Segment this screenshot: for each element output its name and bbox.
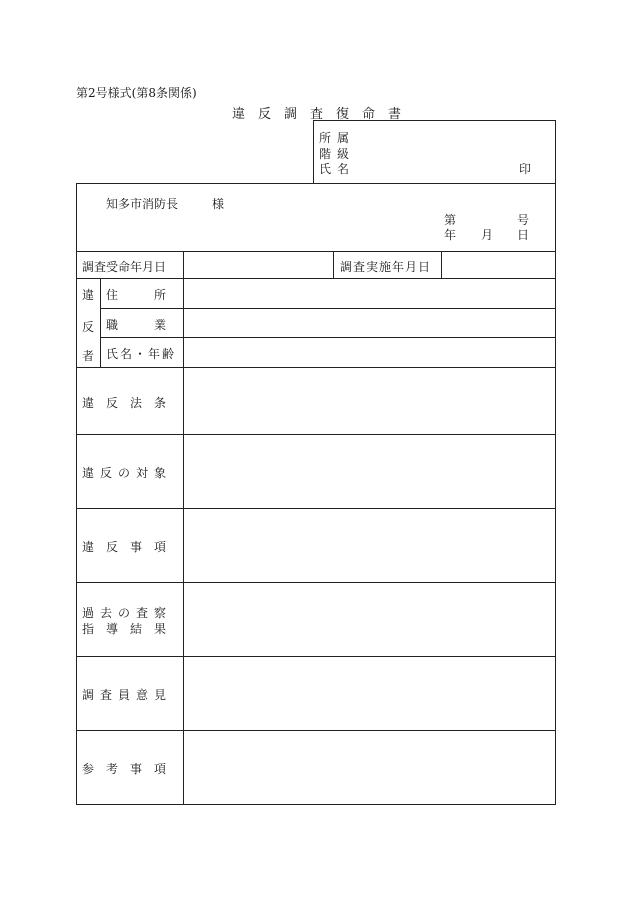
divider (100, 278, 101, 367)
divider (76, 730, 556, 731)
violated-law-label: 違 反 法 条 (82, 396, 167, 410)
date-month: 月 (481, 228, 494, 242)
divider (76, 656, 556, 657)
document-title: 違反調査復命書 (232, 107, 415, 122)
affiliation-label: 所属 (319, 131, 356, 145)
violator-char-2: 反 (82, 320, 95, 334)
name-age-label: 氏名・年齢 (106, 347, 177, 361)
date-year: 年 (444, 228, 457, 242)
address-label: 住 所 (106, 288, 167, 302)
guidance-result-label: 指 導 結 果 (82, 622, 167, 636)
divider (76, 582, 556, 583)
divider (76, 251, 556, 252)
received-date-label: 調査受命年月日 (82, 260, 167, 274)
reference-matters-label: 参 考 事 項 (82, 762, 167, 776)
form-number: 第2号様式(第8条関係) (76, 86, 197, 100)
violator-char-1: 違 (82, 288, 95, 302)
divider (76, 508, 556, 509)
main-form (76, 183, 556, 805)
label-column-divider (183, 251, 184, 805)
violation-matter-label: 違 反 事 項 (82, 540, 167, 554)
investigator-opinion-label: 調査員意見 (82, 688, 173, 702)
divider (100, 337, 556, 338)
number-suffix: 号 (517, 213, 530, 227)
violation-target-label: 違反の対象 (82, 466, 173, 480)
divider (76, 278, 556, 279)
divider (333, 251, 334, 278)
divider (76, 434, 556, 435)
number-prefix: 第 (444, 213, 457, 227)
divider (100, 308, 556, 309)
addressee-name: 知多市消防長 (106, 197, 179, 211)
rank-label: 階級 (319, 147, 356, 161)
past-inspection-label: 過去の査察 (82, 606, 173, 620)
divider (441, 251, 442, 278)
date-day: 日 (517, 228, 530, 242)
addressee-honorific: 様 (212, 197, 225, 211)
seal-mark: 印 (519, 162, 532, 176)
violator-char-3: 者 (82, 349, 95, 363)
divider (76, 367, 556, 368)
occupation-label: 職 業 (106, 318, 167, 332)
name-label: 氏名 (319, 162, 356, 176)
conducted-date-label: 調査実施年月日 (340, 260, 432, 274)
